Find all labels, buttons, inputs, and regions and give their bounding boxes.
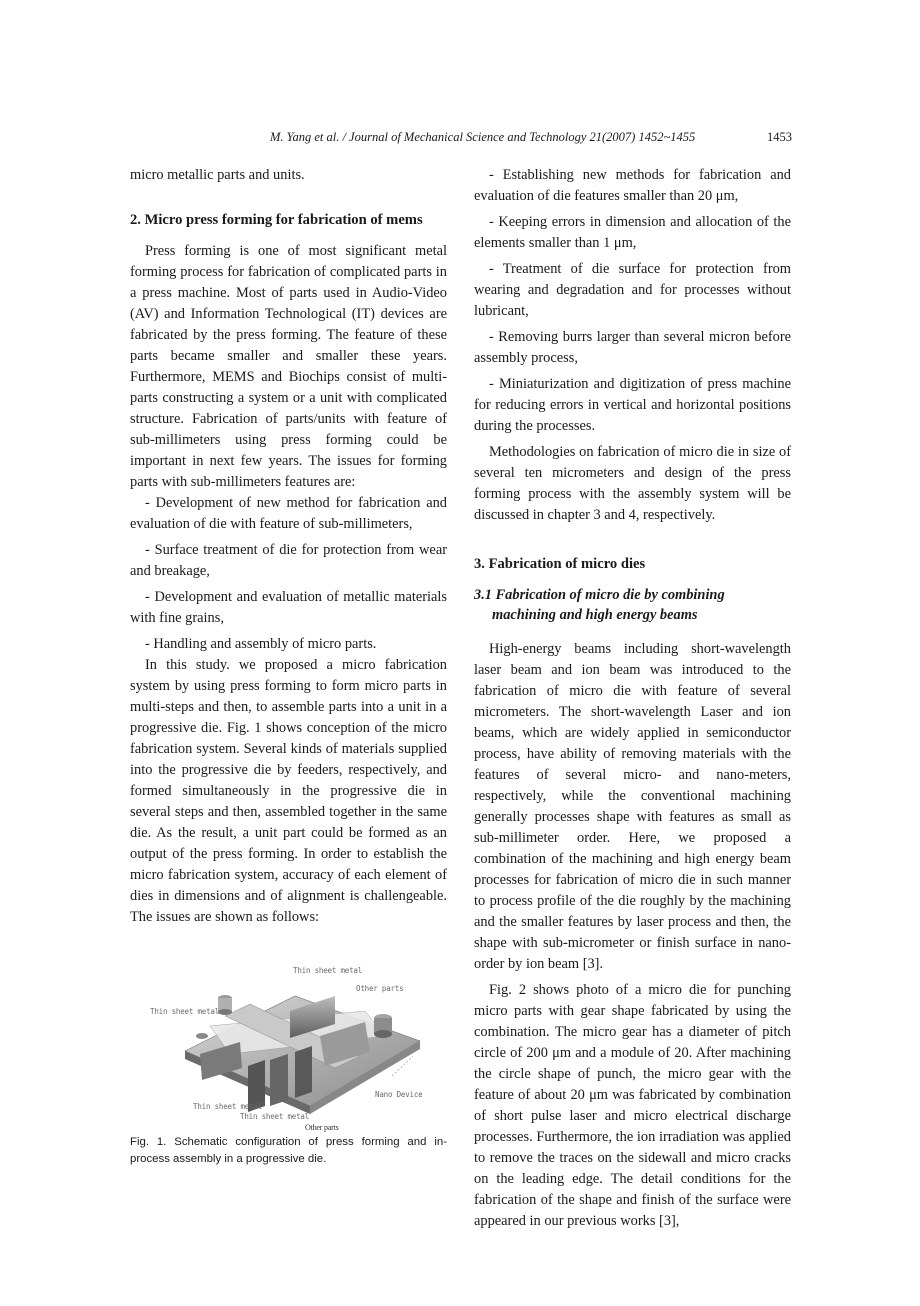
intro-line: micro metallic parts and units.	[130, 167, 305, 183]
section-2-heading: 2. Micro press forming for fabrication of mems	[130, 212, 423, 228]
issue-item: - Development and evaluation of metallic materials with fine grains,	[130, 589, 447, 626]
issue-item: - Handling and assembly of micro parts.	[145, 636, 377, 652]
left-column	[130, 165, 447, 1168]
paragraph: Methodologies on fabrication of micro die in size of several ten micrometers and design of the press forming process with the assembly system will be discussed in chapter 3 and 4, respectively.	[474, 444, 791, 523]
right-column	[474, 165, 791, 1232]
figure-1	[130, 956, 447, 1132]
figure-label: Thin sheet metal	[193, 1102, 263, 1111]
page-number: 1453	[767, 130, 792, 144]
paragraph: High-energy beams including short-wavelength laser beam and ion beam was introduced to the fabrication of micro die with feature of several micrometers. The short-wavelength Laser and ion beams, which are widely applied in semiconductor process, have ability of removing materials with the features of several micro- and nano-meters, respectively, while the conventional machining generally processes shape with features as small as sub-millimeter order. Here, we proposed a combination of the machining and high energy beam processes for fabrication of micro die in such manner to process profile of the die roughly by the machining and the smaller features by laser process and then, the shape with sub-micrometer or finish surface in nano-order by ion beam [3].	[474, 641, 791, 972]
issue-item: - Keeping errors in dimension and allocation of the elements smaller than 1 μm,	[474, 214, 791, 251]
paragraph: Fig. 2 shows photo of a micro die for punching micro parts with gear shape fabricated by using the combination. The micro gear has a diameter of pitch circle of 200 μm and a module of 20. After machining the circle shape of punch, the micro gear with the feature of about 20 μm was fabricated by combination of short pulse laser and micro electrical discharge processes. Furthermore, the ion irradiation was applied to remove the traces on the sidewall and micro cracks on the leading edge. The detail conditions for the fabrication of the shape and finish of the surface were appeared in our previous works [3],	[474, 982, 791, 1229]
issue-item: - Treatment of die surface for protection from wearing and degradation and for processes without lubricant,	[474, 261, 791, 319]
figure-label: Thin sheet metal	[150, 1007, 220, 1016]
running-title: M. Yang et al. / Journal of Mechanical Science and Technology 21(2007) 1452~1455	[270, 130, 696, 144]
issue-item: - Removing burrs larger than several micron before assembly process,	[474, 329, 791, 366]
figure-label: Thin sheet metal	[240, 1112, 310, 1121]
issue-item: - Establishing new methods for fabrication and evaluation of die features smaller than 20 μm,	[474, 167, 791, 204]
issue-item: - Surface treatment of die for protection from wear and breakage,	[130, 542, 447, 579]
figure-label: Thin sheet metal	[293, 966, 363, 975]
figure-label: Other parts	[305, 1123, 339, 1132]
paragraph: In this study. we proposed a micro fabrication system by using press forming to form micro parts in multi-steps and then, to assemble parts into a unit in a progressive die. Fig. 1 shows conception of the micro fabrication system. Several kinds of materials supplied into the progressive die by feeders, respectively, and formed simultaneously in the progressive die in several steps and then, assembled together in the same die. As the result, a unit part could be formed as an output of the press forming. In order to establish the micro fabrication system, accuracy of each element of dies in dimensions and of alignment is challengeable. The issues are shown as follows:	[130, 657, 447, 925]
figure-label: Other parts	[356, 984, 404, 993]
issue-item: - Development of new method for fabrication and evaluation of die with feature of sub-millimeters,	[130, 495, 447, 532]
figure-label: Nano Device	[375, 1090, 423, 1099]
figure-1-caption: Fig. 1. Schematic configuration of press forming and in-process assembly in a progressive die.	[130, 1136, 447, 1165]
section-3-1-heading: 3.1 Fabrication of micro die by combining machining and high energy beams	[474, 587, 725, 623]
paragraph: Press forming is one of most significant metal forming process for fabrication of complicated parts in a press machine. Most of parts used in Audio-Video (AV) and Information Technological (IT) devices are fabricated by the press forming. The feature of these parts became smaller and smaller these years. Furthermore, MEMS and Biochips consist of multi-parts constructing a system or a unit with complicated structure. Fabrication of parts/units with feature of sub-millimeters using press forming could be important in next few years. The issues for forming parts with sub-millimeters features are:	[130, 243, 447, 490]
issue-item: - Miniaturization and digitization of press machine for reducing errors in vertical and horizontal positions during the processes.	[474, 376, 791, 434]
section-3-heading: 3. Fabrication of micro dies	[474, 556, 646, 572]
